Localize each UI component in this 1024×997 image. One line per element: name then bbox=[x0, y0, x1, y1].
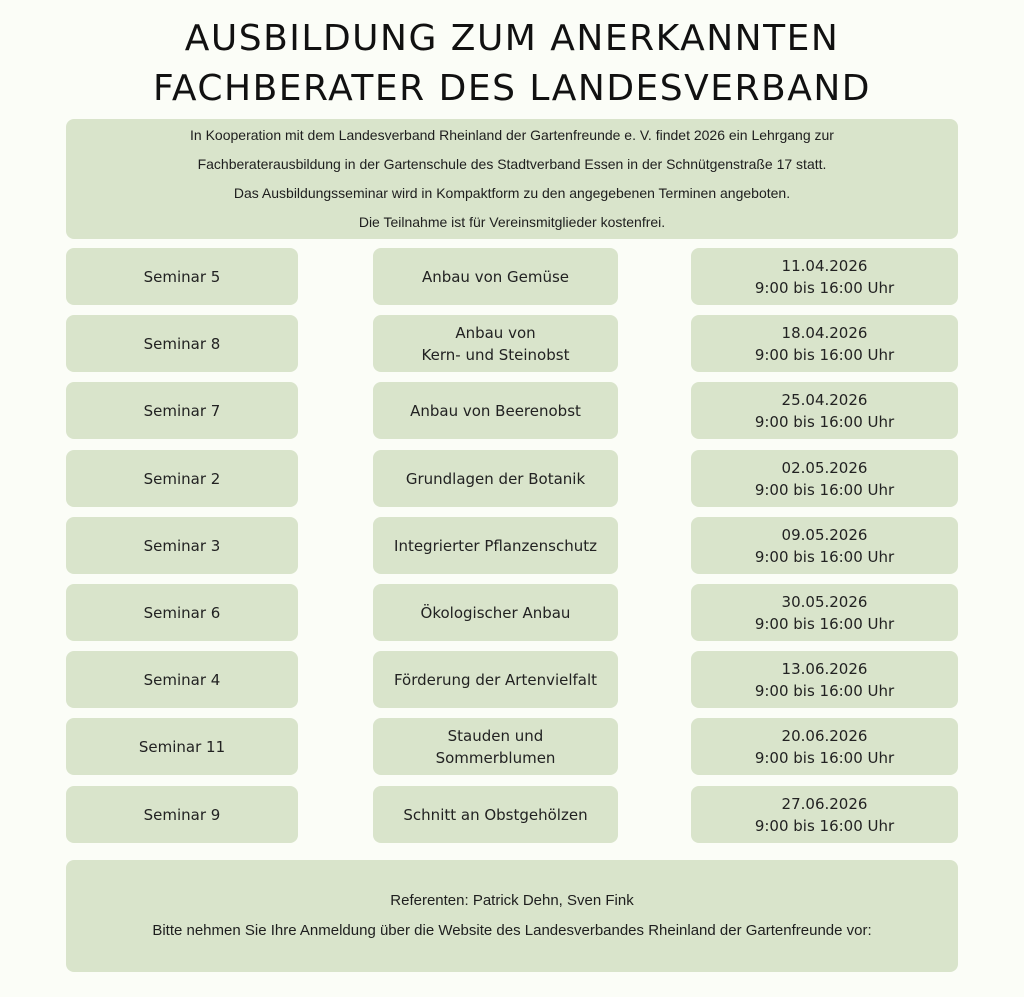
speakers-text: Referenten: Patrick Dehn, Sven Fink bbox=[390, 892, 634, 909]
seminar-topic-line: Sommerblumen bbox=[435, 748, 556, 767]
seminar-time: 9:00 bis 16:00 Uhr bbox=[754, 816, 895, 835]
seminar-date: 27.06.2026 bbox=[781, 794, 868, 813]
seminar-name-cell bbox=[66, 517, 298, 574]
seminar-name-cell bbox=[66, 315, 298, 372]
seminar-time: 9:00 bis 16:00 Uhr bbox=[754, 345, 895, 364]
seminar-topic-line: Stauden und bbox=[447, 726, 544, 745]
seminar-name: Seminar 11 bbox=[138, 737, 226, 756]
seminar-time: 9:00 bis 16:00 Uhr bbox=[754, 412, 895, 431]
seminar-date: 13.06.2026 bbox=[781, 659, 868, 678]
intro-panel bbox=[66, 119, 958, 239]
seminar-date-cell bbox=[691, 786, 958, 843]
seminar-date-cell bbox=[691, 584, 958, 641]
seminar-name-cell bbox=[66, 584, 298, 641]
seminar-date: 30.05.2026 bbox=[781, 592, 868, 611]
intro-line: Fachberaterausbildung in der Gartenschule des Stadtverband Essen in der Schnütgenstraße 17 statt. bbox=[197, 156, 827, 172]
seminar-topic-line: Förderung der Artenvielfalt bbox=[393, 670, 598, 689]
seminar-name: Seminar 9 bbox=[143, 805, 221, 824]
seminar-date-cell bbox=[691, 651, 958, 708]
seminar-topic-line: Anbau von Beerenobst bbox=[410, 401, 581, 420]
seminar-date: 25.04.2026 bbox=[781, 390, 868, 409]
seminar-date-cell bbox=[691, 517, 958, 574]
seminar-topic-line: Ökologischer Anbau bbox=[420, 603, 571, 622]
seminar-topic-cell bbox=[373, 315, 618, 372]
seminar-date-cell bbox=[691, 718, 958, 775]
seminar-topic-line: Anbau von bbox=[455, 323, 536, 342]
seminar-time: 9:00 bis 16:00 Uhr bbox=[754, 480, 895, 499]
seminar-topic-cell bbox=[373, 786, 618, 843]
seminar-topic-cell bbox=[373, 450, 618, 507]
seminar-topic-line: Integrierter Pflanzenschutz bbox=[394, 536, 597, 555]
seminar-name: Seminar 7 bbox=[143, 401, 221, 420]
seminar-name-cell bbox=[66, 382, 298, 439]
seminar-name: Seminar 6 bbox=[143, 603, 221, 622]
intro-line: Die Teilnahme ist für Vereinsmitglieder kostenfrei. bbox=[358, 214, 666, 230]
seminar-topic-line: Grundlagen der Botanik bbox=[405, 469, 586, 488]
seminar-topic-cell bbox=[373, 517, 618, 574]
seminar-name-cell bbox=[66, 248, 298, 305]
seminar-date: 11.04.2026 bbox=[781, 256, 868, 275]
seminar-topic-line: Kern- und Steinobst bbox=[421, 345, 570, 364]
seminar-topic-cell bbox=[373, 584, 618, 641]
seminar-topic-line: Schnitt an Obstgehölzen bbox=[403, 805, 588, 824]
seminar-name-cell bbox=[66, 718, 298, 775]
seminar-name: Seminar 4 bbox=[143, 670, 221, 689]
registration-text: Bitte nehmen Sie Ihre Anmeldung über die Website des Landesverbandes Rheinland der Gartenfreunde vor: bbox=[152, 922, 872, 939]
seminar-name: Seminar 5 bbox=[143, 267, 221, 286]
seminar-time: 9:00 bis 16:00 Uhr bbox=[754, 547, 895, 566]
seminar-time: 9:00 bis 16:00 Uhr bbox=[754, 278, 895, 297]
seminar-topic-cell bbox=[373, 382, 618, 439]
seminar-name-cell bbox=[66, 786, 298, 843]
seminar-time: 9:00 bis 16:00 Uhr bbox=[754, 681, 895, 700]
intro-line: Das Ausbildungsseminar wird in Kompaktform zu den angegebenen Terminen angeboten. bbox=[233, 185, 791, 201]
seminar-date: 09.05.2026 bbox=[781, 525, 868, 544]
seminar-name: Seminar 2 bbox=[143, 469, 221, 488]
seminar-topic-line: Anbau von Gemüse bbox=[421, 267, 570, 286]
title-line-2: FACHBERATER DES LANDESVERBAND bbox=[152, 68, 871, 109]
seminar-name: Seminar 3 bbox=[143, 536, 221, 555]
intro-line: In Kooperation mit dem Landesverband Rheinland der Gartenfreunde e. V. findet 2026 ein Lehrgang zur bbox=[190, 127, 834, 143]
seminar-date-cell bbox=[691, 248, 958, 305]
seminar-name: Seminar 8 bbox=[143, 334, 221, 353]
seminar-date: 02.05.2026 bbox=[781, 458, 868, 477]
seminar-topic-cell bbox=[373, 718, 618, 775]
seminar-date-cell bbox=[691, 382, 958, 439]
title-line-1: AUSBILDUNG ZUM ANERKANNTEN bbox=[184, 18, 840, 59]
footer-panel bbox=[66, 860, 958, 972]
seminar-topic-cell bbox=[373, 248, 618, 305]
seminar-date: 20.06.2026 bbox=[781, 726, 868, 745]
page-title bbox=[0, 14, 1024, 114]
seminar-date-cell bbox=[691, 450, 958, 507]
seminar-date-cell bbox=[691, 315, 958, 372]
seminar-time: 9:00 bis 16:00 Uhr bbox=[754, 614, 895, 633]
seminar-name-cell bbox=[66, 450, 298, 507]
seminar-date: 18.04.2026 bbox=[781, 323, 868, 342]
seminar-time: 9:00 bis 16:00 Uhr bbox=[754, 748, 895, 767]
seminar-name-cell bbox=[66, 651, 298, 708]
seminar-topic-cell bbox=[373, 651, 618, 708]
